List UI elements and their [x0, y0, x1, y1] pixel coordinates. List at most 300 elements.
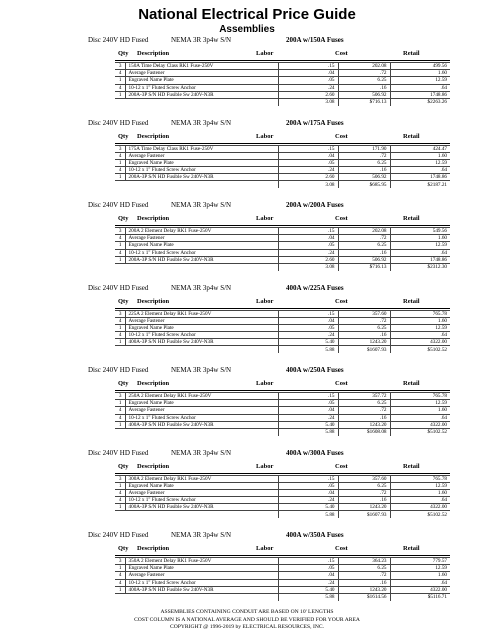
cell-qty: 1	[115, 565, 125, 572]
cell-description: Average Fastener	[125, 317, 278, 324]
cell-cost: 202.08	[338, 228, 390, 235]
cell-description: Average Fastener	[125, 489, 278, 496]
assembly-table	[115, 557, 450, 601]
page-title: National Electrical Price Guide	[138, 6, 356, 23]
cell-retail: 12.59	[390, 159, 450, 166]
cell-description: Engraved Name Plate	[125, 565, 278, 572]
assembly-heading	[0, 36, 494, 46]
col-header-retail: Retail	[403, 380, 420, 387]
cell-labor: .24	[278, 167, 338, 174]
cell-retail: .64	[390, 167, 450, 174]
col-header-retail: Retail	[403, 50, 420, 57]
cell-retail: 765.78	[390, 475, 450, 482]
table-row	[115, 579, 450, 586]
assembly-enclosure: NEMA 3R 3p4w S/N	[171, 201, 232, 209]
assembly-enclosure: NEMA 3R 3p4w S/N	[171, 531, 232, 539]
table-row	[115, 167, 450, 174]
col-header-description: Description	[137, 380, 170, 387]
table-total-row	[115, 593, 450, 600]
total-cost: $1614.56	[338, 593, 390, 600]
column-headers	[0, 545, 494, 554]
total-labor: 5.88	[278, 593, 338, 600]
table-row	[115, 572, 450, 579]
cell-retail: 1.60	[390, 572, 450, 579]
table-total-row	[115, 428, 450, 435]
total-retail: $5102.52	[390, 428, 450, 435]
cell-cost: .16	[338, 579, 390, 586]
cell-labor: .05	[278, 565, 338, 572]
cell-labor: .05	[278, 77, 338, 84]
cell-qty: 1	[115, 256, 125, 263]
cell-cost: 1243.20	[338, 504, 390, 511]
cell-qty: 4	[115, 332, 125, 339]
cell-cost: .16	[338, 167, 390, 174]
header-rule	[115, 308, 450, 309]
cell-description: 10-12 x 1" Fluted Screw Anchor	[125, 497, 278, 504]
table-row	[115, 242, 450, 249]
cell-labor: .04	[278, 70, 338, 77]
table-row	[115, 407, 450, 414]
cell-qty: 4	[115, 70, 125, 77]
cell-qty: 1	[115, 242, 125, 249]
total-labor: 3.08	[278, 98, 338, 105]
cell-blank	[115, 98, 125, 105]
cell-qty: 3	[115, 393, 125, 400]
cell-labor: .24	[278, 414, 338, 421]
cell-retail: 499.56	[390, 63, 450, 70]
cell-cost: .72	[338, 152, 390, 159]
cell-cost: 171.90	[338, 145, 390, 152]
cell-retail: .64	[390, 497, 450, 504]
cell-qty: 4	[115, 407, 125, 414]
cell-description: 400A-3P S/N HD Fusible Sw 240V-N3R	[125, 504, 278, 511]
cell-qty: 1	[115, 324, 125, 331]
table-row	[115, 77, 450, 84]
cell-description: 175A Time Delay Class RK1 Fuse-250V	[125, 145, 278, 152]
total-labor: 3.08	[278, 263, 338, 270]
assembly-disconnect-type: Disc 240V HD Fused	[88, 366, 149, 374]
cell-labor: .24	[278, 249, 338, 256]
table-row	[115, 317, 450, 324]
assembly-section	[0, 283, 494, 353]
cell-cost: 357.60	[338, 310, 390, 317]
assembly-enclosure: NEMA 3R 3p4w S/N	[171, 448, 232, 457]
cell-labor: 5.40	[278, 586, 338, 593]
col-header-description: Description	[137, 215, 170, 222]
cell-description: Average Fastener	[125, 70, 278, 77]
table-row	[115, 324, 450, 331]
col-header-labor: Labor	[256, 297, 274, 305]
cell-retail: 1.60	[390, 235, 450, 242]
assembly-heading	[0, 119, 494, 129]
cell-qty: 4	[115, 579, 125, 586]
cell-labor: 5.40	[278, 339, 338, 346]
footer-note-conduit: ASSEMBLIES CONTAINING CONDUIT ARE BASED ON 10' LENGTHS	[160, 609, 334, 615]
cell-description: 10-12 x 1" Fluted Screw Anchor	[125, 332, 278, 339]
total-retail: $2187.21	[390, 181, 450, 188]
assembly-rating: 200A w/175A Fuses	[286, 118, 344, 127]
header-rule	[115, 473, 450, 474]
cell-labor: .24	[278, 84, 338, 91]
assembly-rating: 400A w/300A Fuses	[286, 448, 344, 457]
table-row	[115, 414, 450, 421]
assembly-table	[115, 310, 450, 354]
table-row	[115, 84, 450, 91]
column-headers	[0, 50, 494, 59]
cell-labor: .05	[278, 482, 338, 489]
cell-cost: .16	[338, 84, 390, 91]
cell-labor: 2.60	[278, 91, 338, 98]
cell-labor: .15	[278, 145, 338, 152]
cell-labor: .05	[278, 324, 338, 331]
cell-description: 10-12 x 1" Fluted Screw Anchor	[125, 167, 278, 174]
cell-qty: 3	[115, 145, 125, 152]
header-rule	[115, 60, 450, 61]
table-row	[115, 393, 450, 400]
cell-qty: 1	[115, 400, 125, 407]
cell-qty: 1	[115, 91, 125, 98]
col-header-qty: Qty	[118, 380, 129, 387]
cell-qty: 1	[115, 339, 125, 346]
assembly-disconnect-type: Disc 240V HD Fused	[88, 531, 149, 539]
cell-description: 10-12 x 1" Fluted Screw Anchor	[125, 249, 278, 256]
cell-description: Average Fastener	[125, 152, 278, 159]
cell-cost: 506.92	[338, 174, 390, 181]
cell-retail: .64	[390, 332, 450, 339]
cell-retail: 424.47	[390, 145, 450, 152]
cell-retail: 765.78	[390, 310, 450, 317]
col-header-description: Description	[137, 545, 170, 552]
cell-qty: 4	[115, 572, 125, 579]
cell-description: Average Fastener	[125, 235, 278, 242]
assembly-section	[0, 366, 494, 436]
table-row	[115, 70, 450, 77]
cell-labor: .04	[278, 152, 338, 159]
cell-qty: 1	[115, 504, 125, 511]
table-total-row	[115, 346, 450, 353]
table-row	[115, 475, 450, 482]
cell-blank	[115, 181, 125, 188]
table-row	[115, 558, 450, 565]
cell-description: 10-12 x 1" Fluted Screw Anchor	[125, 414, 278, 421]
cell-cost: 1243.20	[338, 586, 390, 593]
assembly-rating: 200A w/150A Fuses	[286, 36, 344, 44]
cell-blank	[125, 593, 278, 600]
cell-labor: 5.40	[278, 504, 338, 511]
cell-cost: 6.25	[338, 482, 390, 489]
assembly-section	[0, 201, 494, 271]
cell-qty: 1	[115, 77, 125, 84]
table-total-row	[115, 98, 450, 105]
table-row	[115, 332, 450, 339]
cell-labor: .05	[278, 159, 338, 166]
cell-cost: 6.25	[338, 159, 390, 166]
assembly-enclosure: NEMA 3R 3p4w S/N	[171, 118, 232, 127]
cell-blank	[115, 428, 125, 435]
cell-description: Engraved Name Plate	[125, 400, 278, 407]
cell-labor: .15	[278, 63, 338, 70]
cell-retail: 12.59	[390, 324, 450, 331]
cell-qty: 3	[115, 310, 125, 317]
col-header-qty: Qty	[118, 50, 129, 57]
cell-labor: .04	[278, 489, 338, 496]
table-row	[115, 152, 450, 159]
cell-retail: 1.60	[390, 70, 450, 77]
col-header-cost: Cost	[335, 545, 348, 552]
cell-retail: .64	[390, 579, 450, 586]
total-cost: $685.95	[338, 181, 390, 188]
column-headers	[0, 380, 494, 389]
cell-blank	[125, 181, 278, 188]
col-header-cost: Cost	[335, 215, 348, 222]
footer-note-cost: COST COLUMN IS A NATIONAL AVERAGE AND SHOULD BE VERIFIED FOR YOUR AREA	[134, 616, 360, 623]
cell-cost: 6.25	[338, 324, 390, 331]
cell-description: 350A 2 Element Delay RK1 Fuse-250V	[125, 558, 278, 565]
cell-qty: 4	[115, 497, 125, 504]
cell-qty: 3	[115, 475, 125, 482]
cell-labor: .04	[278, 235, 338, 242]
cell-description: 200A 2 Element Delay RK1 Fuse-250V	[125, 228, 278, 235]
cell-blank	[115, 511, 125, 518]
col-header-qty: Qty	[118, 462, 129, 470]
total-labor: 5.88	[278, 428, 338, 435]
assembly-rating: 400A w/250A Fuses	[286, 366, 344, 374]
col-header-qty: Qty	[118, 132, 129, 140]
footer-copyright: COPYRIGHT @ 1996-2019 by ELECTRICAL RESOURCES, INC.	[169, 624, 324, 630]
table-row	[115, 159, 450, 166]
table-row	[115, 565, 450, 572]
col-header-labor: Labor	[256, 545, 274, 552]
cell-labor: .15	[278, 228, 338, 235]
table-row	[115, 228, 450, 235]
cell-labor: .15	[278, 475, 338, 482]
cell-retail: 12.59	[390, 565, 450, 572]
cell-description: 200A-3P S/N HD Fusible Sw 240V-N3R	[125, 256, 278, 263]
col-header-qty: Qty	[118, 215, 129, 222]
total-retail: $5116.71	[390, 593, 450, 600]
assembly-heading	[0, 531, 494, 541]
cell-qty: 4	[115, 414, 125, 421]
assembly-disconnect-type: Disc 240V HD Fused	[88, 201, 149, 209]
cell-labor: .15	[278, 393, 338, 400]
cell-blank	[125, 428, 278, 435]
table-row	[115, 235, 450, 242]
cell-qty: 4	[115, 152, 125, 159]
assembly-disconnect-type: Disc 240V HD Fused	[88, 118, 149, 127]
assembly-enclosure: NEMA 3R 3p4w S/N	[171, 283, 232, 292]
cell-cost: .16	[338, 497, 390, 504]
cell-retail: 1748.86	[390, 174, 450, 181]
cell-cost: 6.25	[338, 400, 390, 407]
cell-labor: 2.60	[278, 174, 338, 181]
header-rule	[115, 143, 450, 144]
assembly-enclosure: NEMA 3R 3p4w S/N	[171, 366, 232, 374]
cell-qty: 3	[115, 228, 125, 235]
assembly-table	[115, 392, 450, 436]
assembly-section	[0, 448, 494, 518]
cell-qty: 4	[115, 489, 125, 496]
cell-retail: 1.60	[390, 407, 450, 414]
assembly-heading	[0, 284, 494, 294]
table-total-row	[115, 263, 450, 270]
table-total-row	[115, 511, 450, 518]
cell-labor: .05	[278, 400, 338, 407]
cell-description: Average Fastener	[125, 407, 278, 414]
total-retail: $5102.52	[390, 511, 450, 518]
cell-retail: 4322.00	[390, 421, 450, 428]
col-header-qty: Qty	[118, 545, 129, 552]
cell-cost: 357.72	[338, 393, 390, 400]
total-cost: $716.13	[338, 98, 390, 105]
col-header-retail: Retail	[403, 462, 420, 470]
cell-labor: .04	[278, 407, 338, 414]
cell-retail: 779.57	[390, 558, 450, 565]
cell-retail: 12.59	[390, 482, 450, 489]
col-header-labor: Labor	[256, 380, 274, 387]
assembly-enclosure: NEMA 3R 3p4w S/N	[171, 36, 232, 44]
cell-cost: .16	[338, 332, 390, 339]
assembly-section	[0, 36, 494, 106]
col-header-description: Description	[137, 132, 170, 140]
col-header-cost: Cost	[335, 50, 348, 57]
cell-cost: 6.25	[338, 565, 390, 572]
header-rule	[115, 225, 450, 226]
assembly-table	[115, 62, 450, 106]
assembly-heading	[0, 366, 494, 376]
table-row	[115, 63, 450, 70]
cell-labor: .04	[278, 572, 338, 579]
cell-cost: .72	[338, 317, 390, 324]
cell-qty: 1	[115, 159, 125, 166]
cell-retail: 1.60	[390, 317, 450, 324]
total-cost: $716.13	[338, 263, 390, 270]
cell-retail: 1.60	[390, 489, 450, 496]
total-labor: 5.88	[278, 511, 338, 518]
column-headers	[0, 463, 494, 472]
cell-retail: .64	[390, 84, 450, 91]
total-retail: $2263.26	[390, 98, 450, 105]
page-subtitle: Assemblies	[219, 24, 275, 35]
table-row	[115, 339, 450, 346]
cell-blank	[125, 98, 278, 105]
cell-cost: 6.25	[338, 77, 390, 84]
col-header-cost: Cost	[335, 462, 348, 470]
cell-cost: .16	[338, 414, 390, 421]
cell-cost: 1243.20	[338, 421, 390, 428]
cell-retail: 4322.00	[390, 504, 450, 511]
cell-blank	[115, 346, 125, 353]
cell-retail: 1748.86	[390, 91, 450, 98]
table-row	[115, 482, 450, 489]
cell-description: 10-12 x 1" Fluted Screw Anchor	[125, 84, 278, 91]
table-row	[115, 310, 450, 317]
col-header-qty: Qty	[118, 297, 129, 305]
cell-qty: 4	[115, 235, 125, 242]
cell-cost: 506.92	[338, 256, 390, 263]
total-cost: $1608.08	[338, 428, 390, 435]
header-rule	[115, 390, 450, 391]
cell-retail: 4322.00	[390, 339, 450, 346]
cell-qty: 1	[115, 421, 125, 428]
cell-labor: .24	[278, 332, 338, 339]
cell-description: 225A 2 Element Delay RK1 Fuse-250V	[125, 310, 278, 317]
cell-description: Engraved Name Plate	[125, 482, 278, 489]
cell-cost: 6.25	[338, 242, 390, 249]
cell-labor: .05	[278, 242, 338, 249]
cell-cost: .72	[338, 407, 390, 414]
cell-description: Engraved Name Plate	[125, 159, 278, 166]
table-row	[115, 174, 450, 181]
cell-description: Engraved Name Plate	[125, 77, 278, 84]
cell-cost: 357.60	[338, 475, 390, 482]
cell-description: 200A-3P S/N HD Fusible Sw 240V-N3R	[125, 174, 278, 181]
cell-blank	[115, 263, 125, 270]
cell-cost: 202.08	[338, 63, 390, 70]
assembly-rating: 400A w/350A Fuses	[286, 531, 344, 539]
assembly-section	[0, 531, 494, 601]
total-retail: $5102.52	[390, 346, 450, 353]
assembly-heading	[0, 449, 494, 459]
assembly-rating: 400A w/225A Fuses	[286, 283, 344, 292]
assembly-table	[115, 475, 450, 519]
col-header-cost: Cost	[335, 132, 348, 140]
cell-retail: 12.59	[390, 242, 450, 249]
cell-labor: 5.40	[278, 421, 338, 428]
assembly-table	[115, 145, 450, 189]
table-row	[115, 256, 450, 263]
assembly-disconnect-type: Disc 240V HD Fused	[88, 36, 149, 44]
assembly-disconnect-type: Disc 240V HD Fused	[88, 448, 149, 457]
total-labor: 5.88	[278, 346, 338, 353]
cell-cost: .16	[338, 249, 390, 256]
cell-qty: 4	[115, 317, 125, 324]
cell-retail: .64	[390, 249, 450, 256]
table-row	[115, 586, 450, 593]
cell-description: 250A 2 Element Delay RK1 Fuse-250V	[125, 393, 278, 400]
column-headers	[0, 133, 494, 142]
cell-qty: 4	[115, 84, 125, 91]
table-row	[115, 91, 450, 98]
assembly-disconnect-type: Disc 240V HD Fused	[88, 283, 149, 292]
cell-cost: .72	[338, 235, 390, 242]
cell-qty: 4	[115, 167, 125, 174]
cell-description: 400A-3P S/N HD Fusible Sw 240V-N3R	[125, 586, 278, 593]
cell-retail: 1.60	[390, 152, 450, 159]
cell-labor: .24	[278, 497, 338, 504]
col-header-labor: Labor	[256, 215, 274, 222]
cell-cost: .72	[338, 572, 390, 579]
cell-qty: 4	[115, 249, 125, 256]
cell-blank	[125, 511, 278, 518]
total-cost: $1607.93	[338, 511, 390, 518]
cell-description: 300A 2 Element Delay RK1 Fuse-250V	[125, 475, 278, 482]
col-header-description: Description	[137, 50, 170, 57]
col-header-description: Description	[137, 297, 170, 305]
col-header-retail: Retail	[403, 297, 420, 305]
cell-qty: 1	[115, 174, 125, 181]
cell-retail: 12.59	[390, 400, 450, 407]
col-header-description: Description	[137, 462, 170, 470]
col-header-retail: Retail	[403, 545, 420, 552]
cell-cost: .72	[338, 489, 390, 496]
assembly-rating: 200A w/200A Fuses	[286, 201, 344, 209]
assembly-section	[0, 118, 494, 188]
cell-qty: 3	[115, 558, 125, 565]
col-header-cost: Cost	[335, 380, 348, 387]
table-row	[115, 489, 450, 496]
cell-retail: 549.56	[390, 228, 450, 235]
total-labor: 3.08	[278, 181, 338, 188]
